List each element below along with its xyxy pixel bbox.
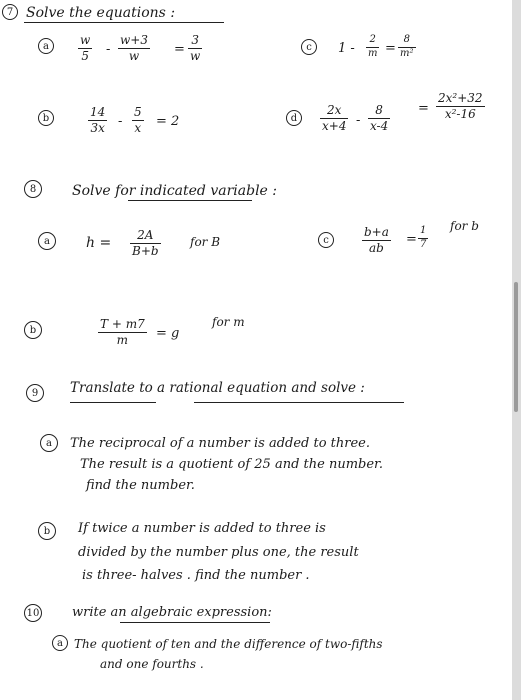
eq-7b-minus: - — [118, 114, 123, 129]
part-7d-label: d — [286, 110, 302, 126]
eq-8c-for: for b — [450, 219, 479, 233]
scrollbar[interactable] — [512, 0, 521, 700]
eq-7c-lhs: 1 - — [338, 41, 355, 56]
eq-7a-minus: - — [106, 42, 111, 57]
eq-8b-rhs: = g — [156, 326, 180, 341]
part-8a-label: a — [38, 232, 56, 250]
eq-8a-for: for B — [190, 235, 221, 249]
eq-8a-fraction: 2A B+b — [132, 228, 159, 258]
eq-8c-fraction-1: b+a ab — [364, 225, 389, 255]
problem-7-title: Solve the equations : — [26, 5, 176, 21]
text-9a-line-2: The result is a quotient of 25 and the number. — [80, 457, 383, 472]
problem-10-title: write an algebraic expression: — [72, 605, 272, 620]
part-9b-label: b — [38, 522, 56, 540]
part-10a-label: a — [52, 635, 68, 651]
scrollbar-thumb[interactable] — [514, 282, 518, 412]
title-underline — [24, 22, 224, 23]
eq-7b-fraction-2: 5 x — [134, 105, 142, 135]
problem-9-title: Translate to a rational equation and solve : — [70, 380, 365, 396]
eq-7d-fraction-1: 2x x+4 — [322, 103, 347, 133]
problem-7-number: 7 — [2, 4, 18, 20]
text-10a-line-2: and one fourths . — [100, 657, 204, 671]
part-7b-label: b — [38, 110, 54, 126]
eq-7d-equals: = — [418, 101, 429, 116]
eq-8b-fraction: T + m7 m — [100, 317, 145, 347]
part-9a-label: a — [40, 434, 58, 452]
eq-7a-fraction-1: w 5 — [80, 33, 91, 63]
text-9b-line-1: If twice a number is added to three is — [78, 521, 326, 536]
eq-8b-for: for m — [212, 315, 245, 329]
problem-8-title: Solve for indicated variable : — [72, 183, 278, 199]
text-9b-line-2: divided by the number plus one, the result — [78, 545, 359, 560]
eq-8c-equals: = — [406, 232, 417, 247]
title-underline — [128, 200, 252, 201]
eq-7d-fraction-3: 2x²+32 x²-16 — [438, 91, 483, 121]
part-7a-label: a — [38, 38, 54, 54]
eq-8a-lhs: h = — [86, 235, 112, 251]
eq-7b-rhs: = 2 — [156, 114, 180, 129]
part-8c-label: c — [318, 232, 334, 248]
eq-7c-equals: = — [385, 41, 396, 56]
eq-7d-minus: - — [356, 113, 361, 128]
text-9a-line-3: find the number. — [86, 478, 195, 493]
text-9b-line-3: is three- halves . find the number . — [82, 568, 310, 583]
title-underline — [70, 402, 156, 403]
problem-9-number: 9 — [26, 384, 44, 402]
title-underline — [120, 622, 270, 623]
problem-8-number: 8 — [24, 180, 42, 198]
eq-7a-equals: = — [174, 42, 185, 57]
part-7c-label: c — [301, 39, 317, 55]
eq-7c-fraction-1: 2 m — [368, 34, 378, 59]
eq-7a-fraction-2: w+3 w — [120, 33, 148, 63]
text-10a-line-1: The quotient of ten and the difference of two-fifths — [74, 637, 383, 651]
eq-7a-fraction-3: 3 w — [190, 33, 201, 63]
problem-10-number: 10 — [24, 604, 42, 622]
part-8b-label: b — [24, 321, 42, 339]
eq-8c-fraction-2: 1 7 — [420, 225, 427, 250]
eq-7c-fraction-2: 8 m² — [400, 34, 414, 59]
eq-7d-fraction-2: 8 x-4 — [370, 103, 389, 133]
text-9a-line-1: The reciprocal of a number is added to three. — [70, 436, 371, 451]
eq-7b-fraction-1: 14 3x — [90, 105, 106, 135]
title-underline — [194, 402, 404, 403]
